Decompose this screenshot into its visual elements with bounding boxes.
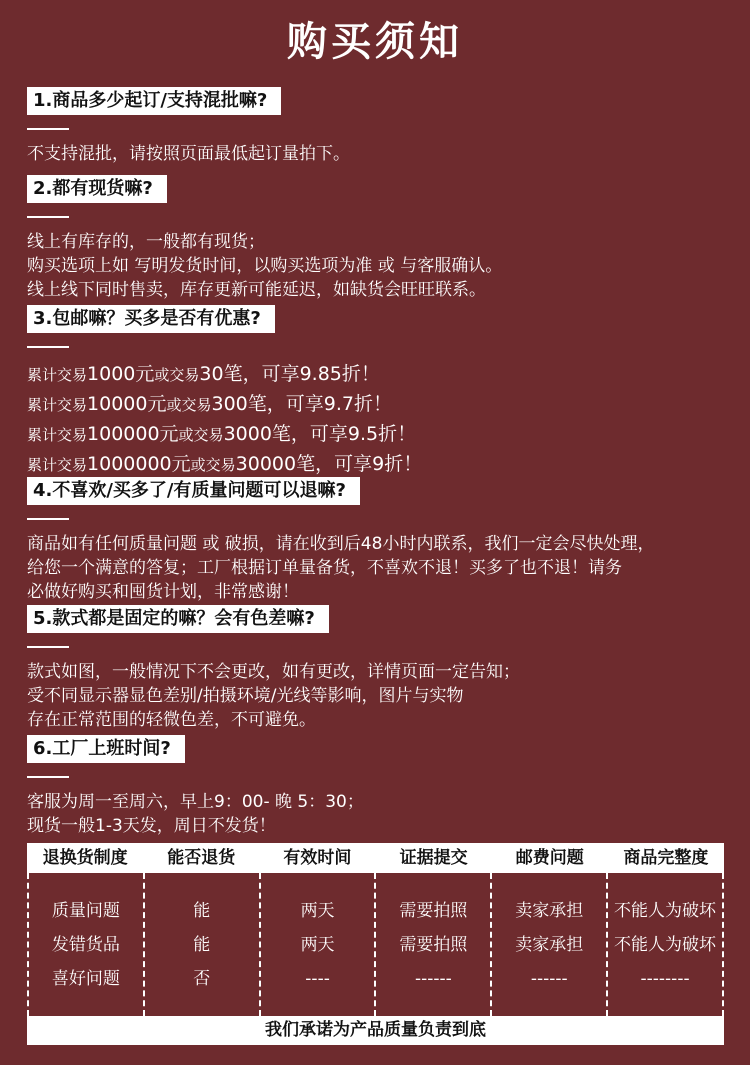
divider — [27, 776, 69, 778]
table-cell: 能 — [193, 935, 211, 955]
table-column — [259, 873, 375, 1016]
faq-question-4: 4.不喜欢/买多了/有质量问题可以退嘛? — [27, 477, 360, 505]
table-cell: 否 — [193, 969, 211, 989]
divider — [27, 518, 69, 520]
divider — [27, 346, 69, 348]
table-cell: 不能人为破坏 — [614, 935, 717, 955]
answer-line: 商品如有任何质量问题 或 破损，请在收到后48小时内联系，我们一定会尽快处理， — [27, 534, 655, 554]
faq-answer-2 — [27, 230, 727, 302]
answer-line: 现货一般1-3天发，周日不发货！ — [27, 816, 276, 836]
faq-question-1: 1.商品多少起订/支持混批嘛? — [27, 87, 281, 115]
discount-line: 累计交易100000元或交易3000笔，可享9.5折！ — [27, 423, 417, 445]
faq-answer-6 — [27, 790, 727, 838]
table-cell: ---- — [305, 969, 330, 989]
faq-question-3: 3.包邮嘛？买多是否有优惠? — [27, 305, 275, 333]
header-cell: 能否退货 — [167, 848, 236, 868]
faq-section-4 — [27, 477, 727, 604]
return-policy-table — [27, 843, 724, 1045]
table-cell: 发错货品 — [51, 935, 120, 955]
table-cell: 能 — [193, 901, 211, 921]
divider — [27, 128, 69, 130]
header-cell: 退换货制度 — [42, 848, 128, 868]
answer-line: 线上有库存的，一般都有现货； — [27, 232, 265, 252]
answer-line: 线上线下同时售卖，库存更新可能延迟，如缺货会旺旺联系。 — [27, 280, 486, 300]
faq-question-6: 6.工厂上班时间? — [27, 735, 185, 763]
divider — [27, 216, 69, 218]
answer-line: 受不同显示器显色差别/拍摄环境/光线等影响，图片与实物 — [27, 686, 464, 706]
discount-line: 累计交易10000元或交易300笔，可享9.7折！ — [27, 393, 392, 415]
table-cell: 不能人为破坏 — [614, 901, 717, 921]
faq-question-5: 5.款式都是固定的嘛？会有色差嘛? — [27, 605, 329, 633]
table-cell: 需要拍照 — [399, 901, 468, 921]
faq-section-1 — [27, 87, 727, 166]
table-cell: 需要拍照 — [399, 935, 468, 955]
divider — [27, 646, 69, 648]
faq-section-3 — [27, 305, 727, 480]
table-cell: 卖家承担 — [515, 901, 584, 921]
table-cell: 卖家承担 — [515, 935, 584, 955]
table-column — [374, 873, 490, 1016]
table-cell: 质量问题 — [51, 901, 120, 921]
discount-line: 累计交易1000元或交易30笔，可享9.85折！ — [27, 363, 380, 385]
answer-line: 不支持混批，请按照页面最低起订量拍下。 — [27, 144, 350, 164]
answer-line: 客服为周一至周六，早上9：00- 晚 5：30； — [27, 792, 364, 812]
table-cell: 两天 — [300, 901, 335, 921]
header-cell: 邮费问题 — [515, 848, 584, 868]
page-title: 购买须知 — [287, 19, 463, 65]
table-cell: 两天 — [300, 935, 335, 955]
answer-line: 必做好购买和囤货计划，非常感谢！ — [27, 582, 299, 602]
table-cell: ------ — [414, 969, 452, 989]
table-cell: -------- — [640, 969, 690, 989]
faq-answer-1 — [27, 142, 727, 166]
table-cell: ------ — [530, 969, 568, 989]
faq-question-2: 2.都有现货嘛? — [27, 175, 167, 203]
answer-line: 款式如图，一般情况下不会更改，如有更改，详情页面一定告知； — [27, 662, 520, 682]
faq-section-6 — [27, 735, 727, 838]
table-cell: 喜好问题 — [51, 969, 120, 989]
table-column — [143, 873, 259, 1016]
discount-line: 累计交易1000000元或交易30000笔，可享9折！ — [27, 453, 423, 475]
discount-list — [27, 360, 727, 480]
header-cell: 有效时间 — [283, 848, 352, 868]
table-column — [606, 873, 724, 1016]
faq-answer-5 — [27, 660, 727, 732]
faq-answer-4 — [27, 532, 727, 604]
table-body — [27, 873, 724, 1016]
answer-line: 存在正常范围的轻微色差，不可避免。 — [27, 710, 316, 730]
header-cell: 商品完整度 — [623, 848, 709, 868]
table-column — [27, 873, 143, 1016]
table-footer: 我们承诺为产品质量负责到底 — [27, 1016, 724, 1045]
header-cell: 证据提交 — [399, 848, 468, 868]
faq-section-2 — [27, 175, 727, 302]
table-column — [490, 873, 606, 1016]
answer-line: 给您一个满意的答复；工厂根据订单量备货，不喜欢不退！买多了也不退！请务 — [27, 558, 622, 578]
answer-line: 购买选项上如 写明发货时间，以购买选项为准 或 与客服确认。 — [27, 256, 503, 276]
table-header — [27, 843, 724, 873]
faq-section-5 — [27, 605, 727, 732]
